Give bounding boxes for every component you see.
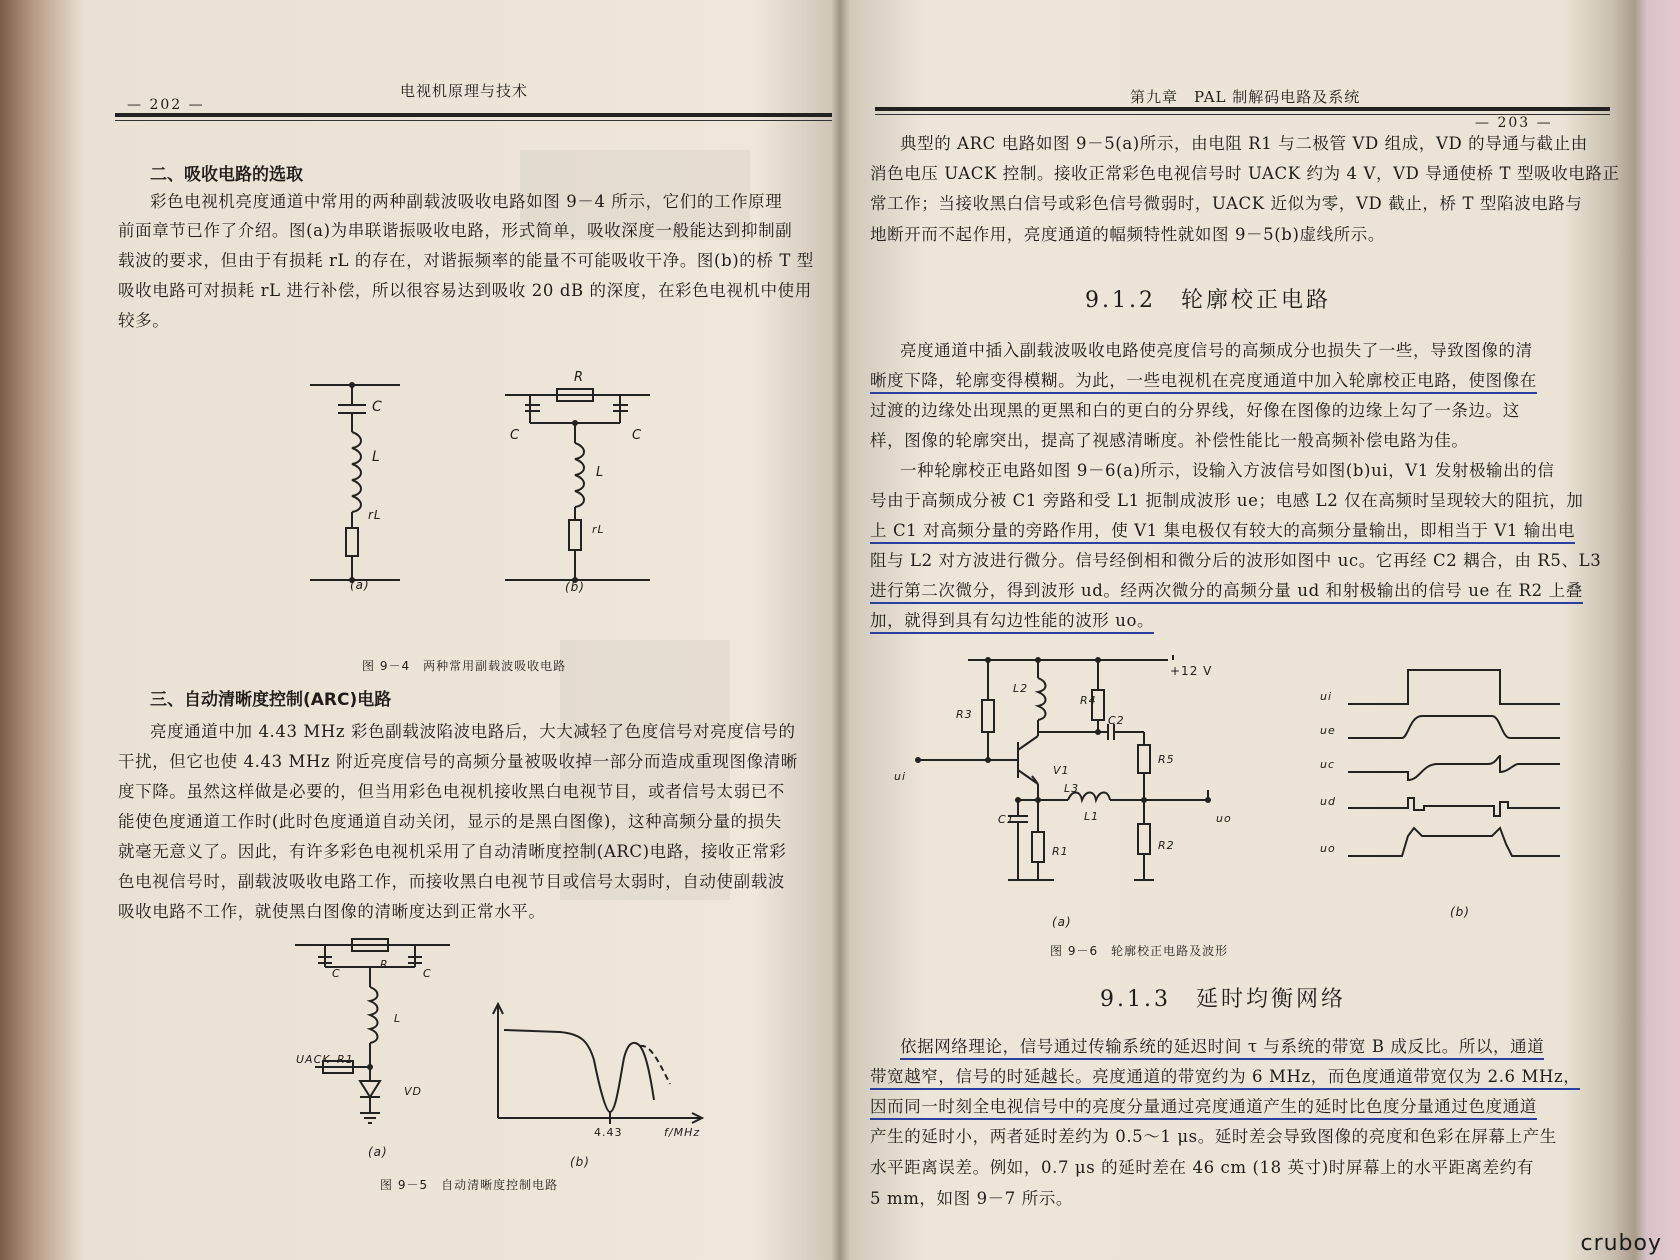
text-line: 吸收电路可对损耗 rL 进行补偿，所以很容易达到吸收 20 dB 的深度，在彩色电视机中使用 [118, 281, 812, 300]
figure-caption: 图 9－5 自动清晰度控制电路 [380, 1178, 559, 1192]
label-r5: R5 [1158, 753, 1175, 766]
subsection-title: 9.1.2 轮廓校正电路 [1085, 288, 1331, 313]
right-page [838, 0, 1658, 1260]
label-l: L [372, 449, 381, 465]
text-line-underlined: 因而同一时刻全电视信号中的亮度分量通过亮度通道产生的延时比色度分量通过色度通道 [870, 1099, 1537, 1120]
wave-label: ue [1320, 724, 1336, 737]
text-line-underlined: 进行第二次微分，得到波形 ud。经两次微分的高频分量 ud 和射极输出的信号 ue 在 R2 上叠 [870, 583, 1583, 604]
text-line: 度下降。虽然这样做是必要的，但当用彩色电视机接收黑白电视节目，或者信号太弱已不 [118, 782, 785, 801]
running-head: 电视机原理与技术 [400, 82, 529, 100]
label-r2: R2 [1158, 839, 1175, 852]
label-rl: rL [368, 508, 382, 522]
text-line: 产生的延时小，两者延时差约为 0.5～1 μs。延时差会导致图像的亮度和色彩在屏幕上产生 [870, 1127, 1557, 1146]
text-line: 彩色电视机亮度通道中常用的两种副载波吸收电路如图 9－4 所示，它们的工作原理 [150, 192, 783, 211]
label-r1: R1 [1052, 845, 1069, 858]
wave-label: uc [1320, 758, 1336, 771]
text-line: 能使色度通道工作时(此时色度通道自动关闭，显示的是黑白图像)，这种高频分量的损失 [118, 812, 782, 831]
text-line: 5 mm，如图 9－7 所示。 [870, 1189, 1074, 1208]
label-c: C [632, 428, 643, 443]
wave-label: ud [1320, 795, 1336, 808]
text-line: 色电视信号时，副载波吸收电路工作，而接收黑白电视节目或信号太弱时，自动使副载波 [118, 872, 785, 891]
label-l3: L3 [1064, 782, 1080, 795]
label-r1: R1 [337, 1053, 354, 1066]
text-line: 吸收电路不工作，就使黑白图像的清晰度达到正常水平。 [118, 902, 546, 921]
label-c: C [423, 967, 432, 980]
figure-caption: 图 9－4 两种常用副载波吸收电路 [362, 659, 567, 673]
text-line: 亮度通道中插入副载波吸收电路使亮度信号的高频成分也损失了一些，导致图像的清 [900, 341, 1533, 360]
label-c1: C1 [998, 813, 1015, 826]
subsection-title: 9.1.3 延时均衡网络 [1100, 987, 1346, 1012]
text-line: 常工作；当接收黑白信号或彩色信号微弱时，UACK 近似为零，VD 截止，桥 T 型陷波电路与 [870, 194, 1583, 213]
subfig-label-b: (b) [1450, 905, 1470, 919]
label-l1: L1 [1084, 810, 1100, 823]
subfig-label-a: (a) [368, 1145, 388, 1159]
text-line: 样，图像的轮廓突出，提高了视感清晰度。补偿性能比一般高频补偿电路为佳。 [870, 431, 1469, 450]
figure-caption: 图 9－6 轮廓校正电路及波形 [1050, 944, 1229, 958]
text-line-underlined: 加，就得到具有勾边性能的波形 uo。 [870, 613, 1154, 634]
wave-label: uo [1320, 842, 1336, 855]
text-line-underlined: 晰度下降，轮廓变得模糊。为此，一些电视机在亮度通道中加入轮廓校正电路，使图像在 [870, 373, 1537, 394]
text-line: 消色电压 UACK 控制。接收正常彩色电视信号时 UACK 约为 4 V，VD 导通使桥 T 型吸收电路正 [870, 164, 1620, 183]
text-line: 典型的 ARC 电路如图 9－5(a)所示，由电阻 R1 与二极管 VD 组成，VD 的导通与截止由 [900, 134, 1588, 153]
fig9-4b-circuit [505, 375, 655, 595]
x-axis-label: f/MHz [664, 1126, 701, 1139]
label-uo: uo [1216, 812, 1232, 825]
text-line: 一种轮廓校正电路如图 9－6(a)所示，设输入方波信号如图(b)ui，V1 发射极输出的信 [900, 461, 1555, 480]
label-vd: VD [404, 1085, 422, 1098]
section-title: 二、吸收电路的选取 [150, 165, 303, 185]
section-title: 三、自动清晰度控制(ARC)电路 [150, 690, 392, 710]
text-line: 载波的要求，但由于有损耗 rL 的存在，对谐振频率的能量不可能吸收干净。图(b)的桥 T 型 [118, 251, 814, 270]
label-uack: UACK [296, 1053, 331, 1066]
header-rule [875, 107, 1610, 111]
text-line: 地断开而不起作用，亮度通道的幅频特性就如图 9－5(b)虚线所示。 [870, 225, 1385, 244]
fig9-6a-circuit [908, 650, 1268, 900]
running-head: 第九章 PAL 制解码电路及系统 [1130, 88, 1361, 106]
fig9-6b-waveforms [1338, 660, 1568, 910]
x-tick-label: 4.43 [594, 1126, 623, 1139]
text-line: 干扰，但它也使 4.43 MHz 附近亮度信号的高频分量被吸收掉一部分而造成重现图像清晰 [118, 752, 798, 771]
subfig-label-b: (b) [570, 1155, 590, 1169]
label-v1: V1 [1053, 764, 1070, 777]
label-c: C [372, 399, 383, 415]
subfig-label-a: (a) [1052, 915, 1072, 929]
text-line: 水平距离误差。例如，0.7 μs 的延时差在 46 cm (18 英寸)时屏幕上的水平距离差约有 [870, 1158, 1534, 1177]
text-line-underlined: 依据网络理论，信号通过传输系统的延迟时间 τ 与系统的带宽 B 成反比。所以，通道 [900, 1039, 1544, 1060]
text-line-underlined: 上 C1 对高频分量的旁路作用，使 V1 集电极仅有较大的高频分量输出，即相当于 V1 输出电 [870, 523, 1575, 544]
label-r4: R4 [1080, 694, 1097, 707]
watermark: cruboy [1580, 1231, 1662, 1256]
label-rl: rL [592, 523, 605, 536]
subfig-label-a: (a) [350, 578, 370, 592]
text-line: 前面章节已作了介绍。图(a)为串联谐振吸收电路，形式简单，吸收深度一般能达到抑制副 [118, 221, 793, 240]
text-line: 过渡的边缘处出现黑的更黑和白的更白的分界线，好像在图像的边缘上勾了一条边。这 [870, 401, 1520, 420]
label-r: R [380, 958, 389, 971]
label-ui: ui [894, 770, 907, 783]
label-c: C [332, 967, 341, 980]
text-line: 就毫无意义了。因此，有许多彩色电视机采用了自动清晰度控制(ARC)电路，接收正常彩 [118, 842, 787, 861]
header-rule [115, 113, 832, 117]
label-r: R [574, 370, 585, 385]
label-l: L [596, 465, 605, 480]
text-line: 较多。 [118, 311, 170, 330]
page-number: — 203 — [1475, 115, 1553, 131]
text-line: 号由于高频成分被 C1 旁路和受 L1 扼制成波形 ue；电感 L2 仅在高频时呈现较大的阻抗，加 [870, 491, 1584, 510]
label-l2: L2 [1013, 682, 1029, 695]
text-line: 亮度通道中加 4.43 MHz 彩色副载波陷波电路后，大大减轻了色度信号对亮度信号的 [150, 722, 796, 741]
page-number: — 202 — [127, 97, 205, 113]
label-c: C [510, 428, 521, 443]
label-r3: R3 [956, 708, 973, 721]
label-c2: C2 [1108, 714, 1125, 727]
text-line: 阻与 L2 对方波进行微分。信号经倒相和微分后的波形如图中 uc。它再经 C2 耦合，由 R5、L3 [870, 551, 1602, 570]
subfig-label-b: (b) [565, 580, 585, 594]
header-rule-thin [115, 120, 832, 121]
label-l: L [394, 1012, 402, 1025]
left-page [0, 0, 835, 1260]
label-vcc: +12 V [1170, 664, 1213, 678]
text-line-underlined: 带宽越窄，信号的时延越长。亮度通道的带宽约为 6 MHz，而色度通道带宽仅为 2.6 MHz， [870, 1069, 1580, 1090]
wave-label: ui [1320, 690, 1333, 703]
